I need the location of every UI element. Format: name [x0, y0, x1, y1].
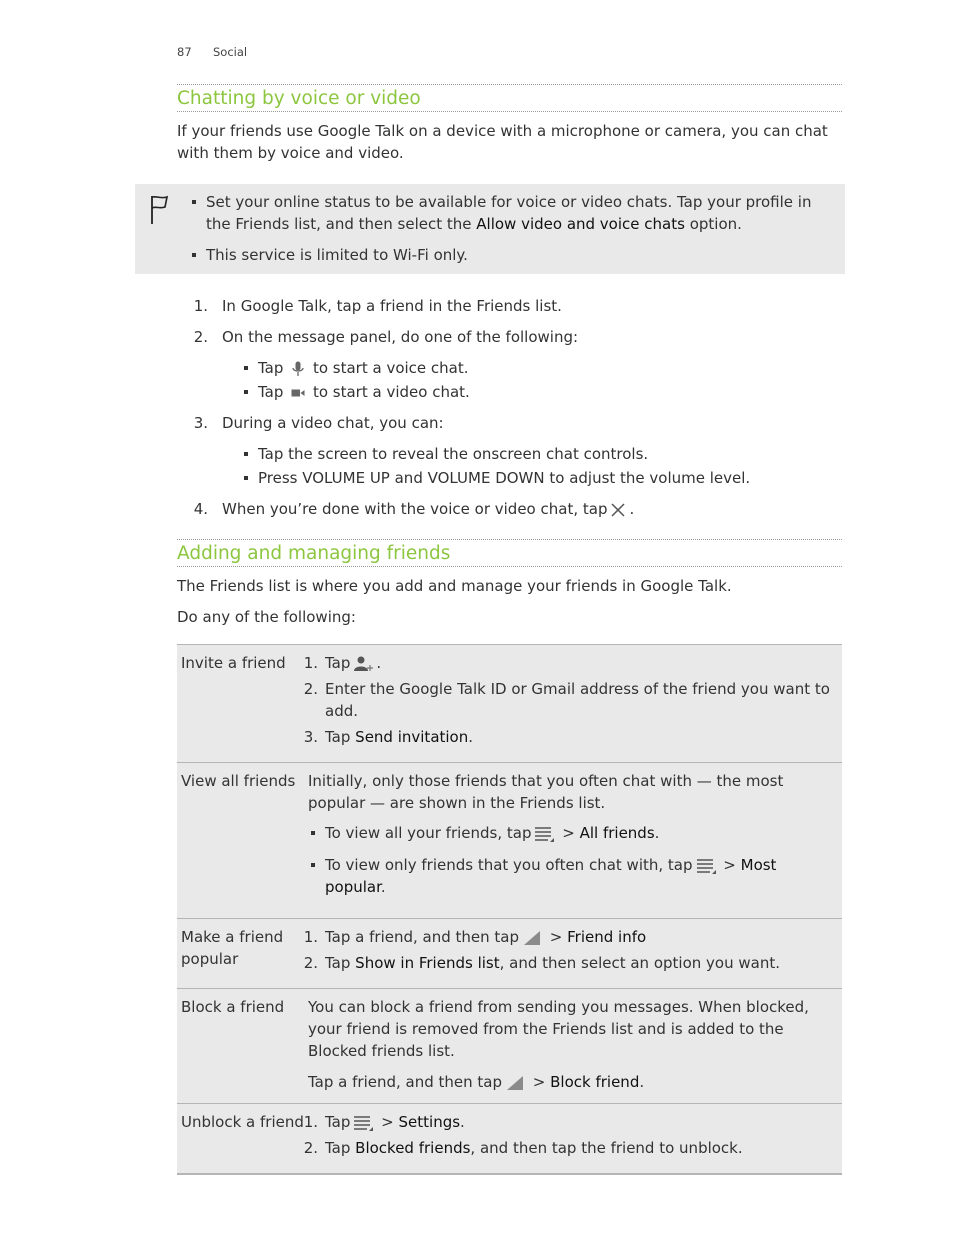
video-chat-text: to start a video chat. [312, 383, 470, 401]
heading-rule-bottom [177, 111, 842, 112]
note-bullet-1-text: Set your online status to be available for voice or video chats. Tap your profile in the Friends list, and then select the [206, 193, 812, 233]
step-2-bullet-video [258, 381, 470, 403]
item-text: To view all your friends, tap [325, 824, 532, 842]
table-row [177, 1104, 842, 1175]
friends-intro-2: Do any of the following: [177, 608, 356, 626]
separator: > [528, 1073, 551, 1091]
step-1-text: In Google Talk, tap a friend in the Friends list. [222, 297, 562, 315]
tap-label: Tap [258, 383, 284, 401]
row-label-view: View all friends [177, 763, 304, 919]
most-popular-option: Most popular [325, 856, 777, 896]
item-end: . [468, 728, 474, 746]
table-row [177, 989, 842, 1104]
block-description: You can block a friend from sending you messages. When blocked, your friend is removed from the Friends list and is added to the Blocked friends list. [308, 998, 809, 1060]
separator: > [557, 824, 580, 842]
note-box [135, 184, 845, 274]
show-in-friends-list-option: Show in Friends list [355, 954, 500, 972]
row-content-invite [304, 645, 842, 763]
chatting-intro: If your friends use Google Talk on a device with a microphone or camera, you can chat with them by voice and video. [177, 122, 828, 162]
video-camera-icon [291, 387, 305, 399]
list-item [308, 822, 832, 844]
separator: > [718, 856, 741, 874]
section-heading-friends: Adding and managing friends [177, 543, 451, 564]
list-item [303, 652, 832, 674]
item-end: . [654, 824, 660, 842]
section-heading-chatting: Chatting by voice or video [177, 88, 421, 109]
all-friends-option: All friends [579, 824, 655, 842]
step-3-bullet-volume: Press VOLUME UP and VOLUME DOWN to adjust the volume level. [258, 469, 751, 487]
more-options-icon [505, 1075, 525, 1091]
settings-option: Settings [398, 1113, 461, 1131]
row-content-view [304, 763, 842, 919]
step-2-number: 2. [193, 328, 208, 346]
note-bullet-1-end: option. [684, 215, 742, 233]
more-options-icon [522, 930, 542, 946]
row-content-unblock [304, 1104, 842, 1175]
row-label-popular: Make a friend popular [177, 919, 304, 989]
item-number: 1. [303, 654, 318, 672]
step-2-bullet-voice [258, 357, 469, 379]
list-item [303, 1137, 832, 1159]
friend-info-option: Friend info [567, 928, 647, 946]
item-text: Enter the Google Talk ID or Gmail address of the friend you want to add. [325, 680, 830, 720]
list-item [303, 1111, 832, 1133]
step-4-number: 4. [193, 500, 208, 518]
item-end: . [380, 878, 386, 896]
tap-label: Tap [325, 654, 351, 672]
view-intro: Initially, only those friends that you often chat with — the most popular — are shown in the Friends list. [308, 772, 784, 812]
menu-icon [696, 858, 716, 874]
item-text: Tap [325, 1139, 356, 1157]
row-content-block [304, 989, 842, 1104]
friends-actions-table [177, 644, 842, 1175]
send-invitation-option: Send invitation [355, 728, 469, 746]
item-number: 2. [303, 680, 318, 698]
row-content-popular [304, 919, 842, 989]
item-number: 1. [303, 1113, 318, 1131]
row-label-invite: Invite a friend [177, 645, 304, 763]
close-icon [610, 502, 626, 518]
blocked-friends-option: Blocked friends [355, 1139, 471, 1157]
list-item [308, 854, 832, 898]
step-4-end: . [629, 500, 635, 518]
block-friend-option: Block friend [550, 1073, 640, 1091]
separator: > [376, 1113, 399, 1131]
list-item [303, 926, 832, 948]
list-item [303, 678, 832, 722]
step-2-text: On the message panel, do one of the following: [222, 328, 579, 346]
item-end: , and then tap the friend to unblock. [470, 1139, 743, 1157]
item-end: . [639, 1073, 645, 1091]
table-row [177, 919, 842, 989]
item-number: 2. [303, 1139, 318, 1157]
friends-intro: The Friends list is where you add and manage your friends in Google Talk. [177, 577, 732, 595]
heading-rule-top-2 [177, 539, 842, 540]
heading-rule-bottom-2 [177, 566, 842, 567]
item-end: . [460, 1113, 465, 1131]
step-3-bullet-controls: Tap the screen to reveal the onscreen chat controls. [258, 445, 649, 463]
item-text: Tap [325, 728, 356, 746]
separator: > [545, 928, 568, 946]
step-4-text [222, 499, 634, 520]
menu-icon [353, 1115, 373, 1131]
item-number: 3. [303, 728, 318, 746]
step-1-number: 1. [193, 297, 208, 315]
step-4-label: When you’re done with the voice or video chat, tap [222, 500, 608, 518]
item-end: . [376, 654, 382, 672]
list-item [303, 952, 832, 974]
menu-icon [534, 826, 554, 842]
item-text: To view only friends that you often chat with, tap [325, 856, 693, 874]
item-text: Tap a friend, and then tap [325, 928, 520, 946]
list-item [303, 726, 832, 748]
tap-label: Tap [325, 1113, 351, 1131]
item-end: , and then select an option you want. [499, 954, 780, 972]
note-bullet-2: This service is limited to Wi-Fi only. [206, 244, 831, 266]
block-instruction [308, 1071, 832, 1093]
table-row [177, 645, 842, 763]
add-friend-icon [353, 654, 373, 674]
page-number: 87 [177, 45, 192, 59]
flag-icon [149, 194, 171, 226]
step-3-text: During a video chat, you can: [222, 414, 444, 432]
voice-chat-text: to start a voice chat. [312, 359, 469, 377]
item-number: 1. [303, 928, 318, 946]
tap-label: Tap [258, 359, 284, 377]
item-text: Tap [325, 954, 356, 972]
item-text: Tap a friend, and then tap [308, 1073, 503, 1091]
row-label-block: Block a friend [177, 989, 304, 1104]
row-label-unblock: Unblock a friend [177, 1104, 304, 1175]
section-name: Social [213, 45, 248, 59]
microphone-icon [291, 361, 305, 377]
step-3-number: 3. [193, 414, 208, 432]
note-bullet-1 [206, 191, 831, 235]
table-row [177, 763, 842, 919]
heading-rule-top [177, 84, 842, 85]
item-number: 2. [303, 954, 318, 972]
allow-video-voice-option: Allow video and voice chats [476, 215, 685, 233]
